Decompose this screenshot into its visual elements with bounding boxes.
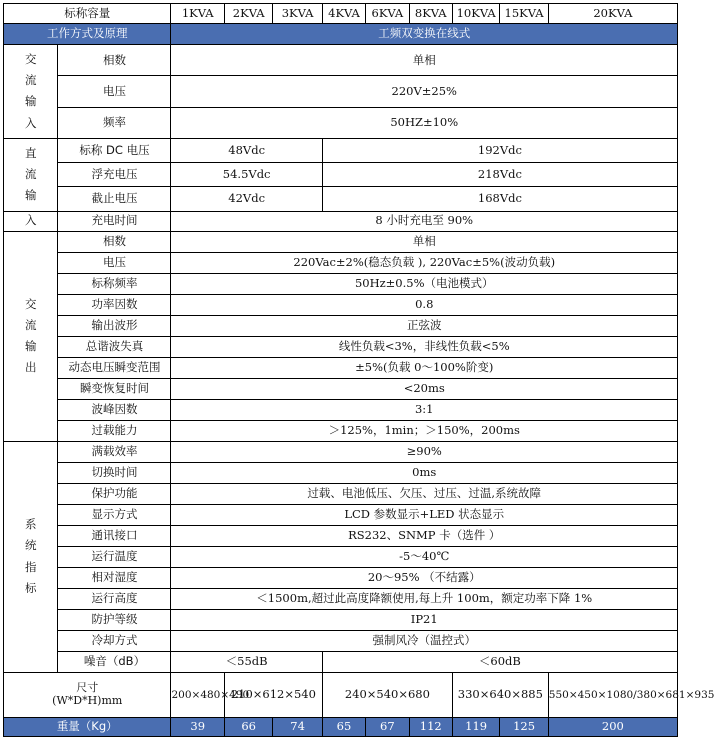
row-label: 显示方式 (58, 504, 171, 525)
capacity-cell: 20KVA (548, 4, 677, 24)
table-row (4, 357, 678, 378)
row-value: 50HZ±10% (171, 107, 678, 138)
row-value: <20ms (171, 378, 678, 399)
weight-cell: 67 (366, 717, 409, 736)
row-value: 单相 (171, 45, 678, 76)
row-label: 浮充电压 (58, 163, 171, 187)
row-label: 相数 (58, 231, 171, 252)
row-value: 0ms (171, 462, 678, 483)
row-value: ＞125%，1min；＞150%，200ms (171, 420, 678, 441)
capacity-cell: 8KVA (409, 4, 452, 24)
row-label: 截止电压 (58, 187, 171, 211)
table-row (4, 420, 678, 441)
row-value: -5～40℃ (171, 546, 678, 567)
row-value: 50Hz±0.5%（电池模式） (171, 273, 678, 294)
table-row (4, 231, 678, 252)
row-label: 切换时间 (58, 462, 171, 483)
row-label: 满载效率 (58, 441, 171, 462)
row-value: 20～95% （不结露） (171, 567, 678, 588)
row-value: ±5%(负载 0～100%阶变) (171, 357, 678, 378)
row-label: 冷却方式 (58, 630, 171, 651)
ac-input-category: 交 流 输 入 (4, 45, 58, 139)
row-label: 频率 (58, 107, 171, 138)
row-value: 220V±25% (171, 76, 678, 107)
capacity-cell: 1KVA (171, 4, 224, 24)
row-label: 标称 DC 电压 (58, 138, 171, 162)
table-row (4, 163, 678, 187)
row-label: 电压 (58, 252, 171, 273)
dc-input-category-end: 入 (4, 211, 58, 231)
dimensions-label: 尺寸 (W*D*H)mm (4, 672, 171, 717)
row-label: 保护功能 (58, 483, 171, 504)
mode-row (4, 24, 678, 45)
dc-input-category: 直 流 输 (4, 138, 58, 211)
row-label: 运行温度 (58, 546, 171, 567)
dimensions-row (4, 672, 678, 717)
table-row (4, 45, 678, 76)
table-row (4, 252, 678, 273)
system-category: 系 统 指 标 (4, 441, 58, 672)
row-value: IP21 (171, 609, 678, 630)
row-value: ＜60dB (322, 651, 677, 672)
table-row (4, 211, 678, 231)
weight-cell: 125 (500, 717, 548, 736)
table-row (4, 567, 678, 588)
dimension-cell: 550×450×1080/380×681×935 (548, 672, 677, 717)
row-label: 充电时间 (58, 211, 171, 231)
row-label: 瞬变恢复时间 (58, 378, 171, 399)
table-row (4, 462, 678, 483)
row-label: 动态电压瞬变范围 (58, 357, 171, 378)
row-value: 0.8 (171, 294, 678, 315)
row-value: 8 小时充电至 90% (171, 211, 678, 231)
table-row (4, 504, 678, 525)
row-value: ＜1500m,超过此高度降额使用,每上升 100m，额定功率下降 1% (171, 588, 678, 609)
row-value: 过载、电池低压、欠压、过压、过温,系统故障 (171, 483, 678, 504)
ac-output-category: 交 流 输 出 (4, 231, 58, 441)
mode-value: 工频双变换在线式 (171, 24, 678, 45)
weight-cell: 74 (273, 717, 322, 736)
row-value: 3:1 (171, 399, 678, 420)
row-value: 正弦波 (171, 315, 678, 336)
dimension-cell: 330×640×885 (452, 672, 548, 717)
row-label: 标称频率 (58, 273, 171, 294)
row-value: 强制风冷（温控式） (171, 630, 678, 651)
row-label: 电压 (58, 76, 171, 107)
mode-label: 工作方式及原理 (4, 24, 171, 45)
row-value: 192Vdc (322, 138, 677, 162)
table-row (4, 138, 678, 162)
capacity-cell: 4KVA (322, 4, 365, 24)
table-row (4, 525, 678, 546)
table-row (4, 107, 678, 138)
row-label: 过载能力 (58, 420, 171, 441)
weight-cell: 65 (322, 717, 365, 736)
row-value: 线性负载<3%，非线性负载<5% (171, 336, 678, 357)
table-row (4, 546, 678, 567)
row-value: ≥90% (171, 441, 678, 462)
row-label: 运行高度 (58, 588, 171, 609)
row-label: 噪音（dB） (58, 651, 171, 672)
row-label: 总谐波失真 (58, 336, 171, 357)
table-row (4, 609, 678, 630)
row-label: 输出波形 (58, 315, 171, 336)
capacity-cell: 6KVA (366, 4, 409, 24)
capacity-cell: 10KVA (452, 4, 499, 24)
capacity-cell: 15KVA (500, 4, 548, 24)
row-label: 通讯接口 (58, 525, 171, 546)
dimension-cell: 210×612×540 (224, 672, 322, 717)
row-value: 48Vdc (171, 138, 322, 162)
weight-cell: 66 (224, 717, 272, 736)
table-row (4, 378, 678, 399)
table-row (4, 651, 678, 672)
row-label: 相数 (58, 45, 171, 76)
weight-cell: 200 (548, 717, 677, 736)
table-row (4, 273, 678, 294)
table-row (4, 187, 678, 211)
row-value: 54.5Vdc (171, 163, 322, 187)
row-label: 相对湿度 (58, 567, 171, 588)
weight-cell: 119 (452, 717, 499, 736)
row-value: LCD 参数显示+LED 状态显示 (171, 504, 678, 525)
row-label: 功率因数 (58, 294, 171, 315)
capacity-cell: 3KVA (273, 4, 322, 24)
weight-row (4, 717, 678, 736)
spec-table (3, 3, 714, 737)
weight-cell: 112 (409, 717, 452, 736)
row-label: 波峰因数 (58, 399, 171, 420)
table-row (4, 336, 678, 357)
table-row (4, 630, 678, 651)
table-row (4, 315, 678, 336)
row-value: 220Vac±2%(稳态负载 ), 220Vac±5%(波动负载) (171, 252, 678, 273)
table-row (4, 76, 678, 107)
row-value: 168Vdc (322, 187, 677, 211)
table-row (4, 483, 678, 504)
row-value: 42Vdc (171, 187, 322, 211)
weight-label: 重量（Kg） (4, 717, 171, 736)
dimension-cell: 200×480×490 (171, 672, 224, 717)
row-value: RS232、SNMP 卡（选件 ） (171, 525, 678, 546)
dimension-cell: 240×540×680 (322, 672, 452, 717)
table-row (4, 588, 678, 609)
row-value: ＜55dB (171, 651, 322, 672)
table-row (4, 294, 678, 315)
capacity-row (4, 4, 678, 24)
table-row (4, 441, 678, 462)
capacity-label: 标称容量 (4, 4, 171, 24)
capacity-cell: 2KVA (224, 4, 272, 24)
weight-cell: 39 (171, 717, 224, 736)
row-value: 单相 (171, 231, 678, 252)
row-value: 218Vdc (322, 163, 677, 187)
row-label: 防护等级 (58, 609, 171, 630)
table-row (4, 399, 678, 420)
